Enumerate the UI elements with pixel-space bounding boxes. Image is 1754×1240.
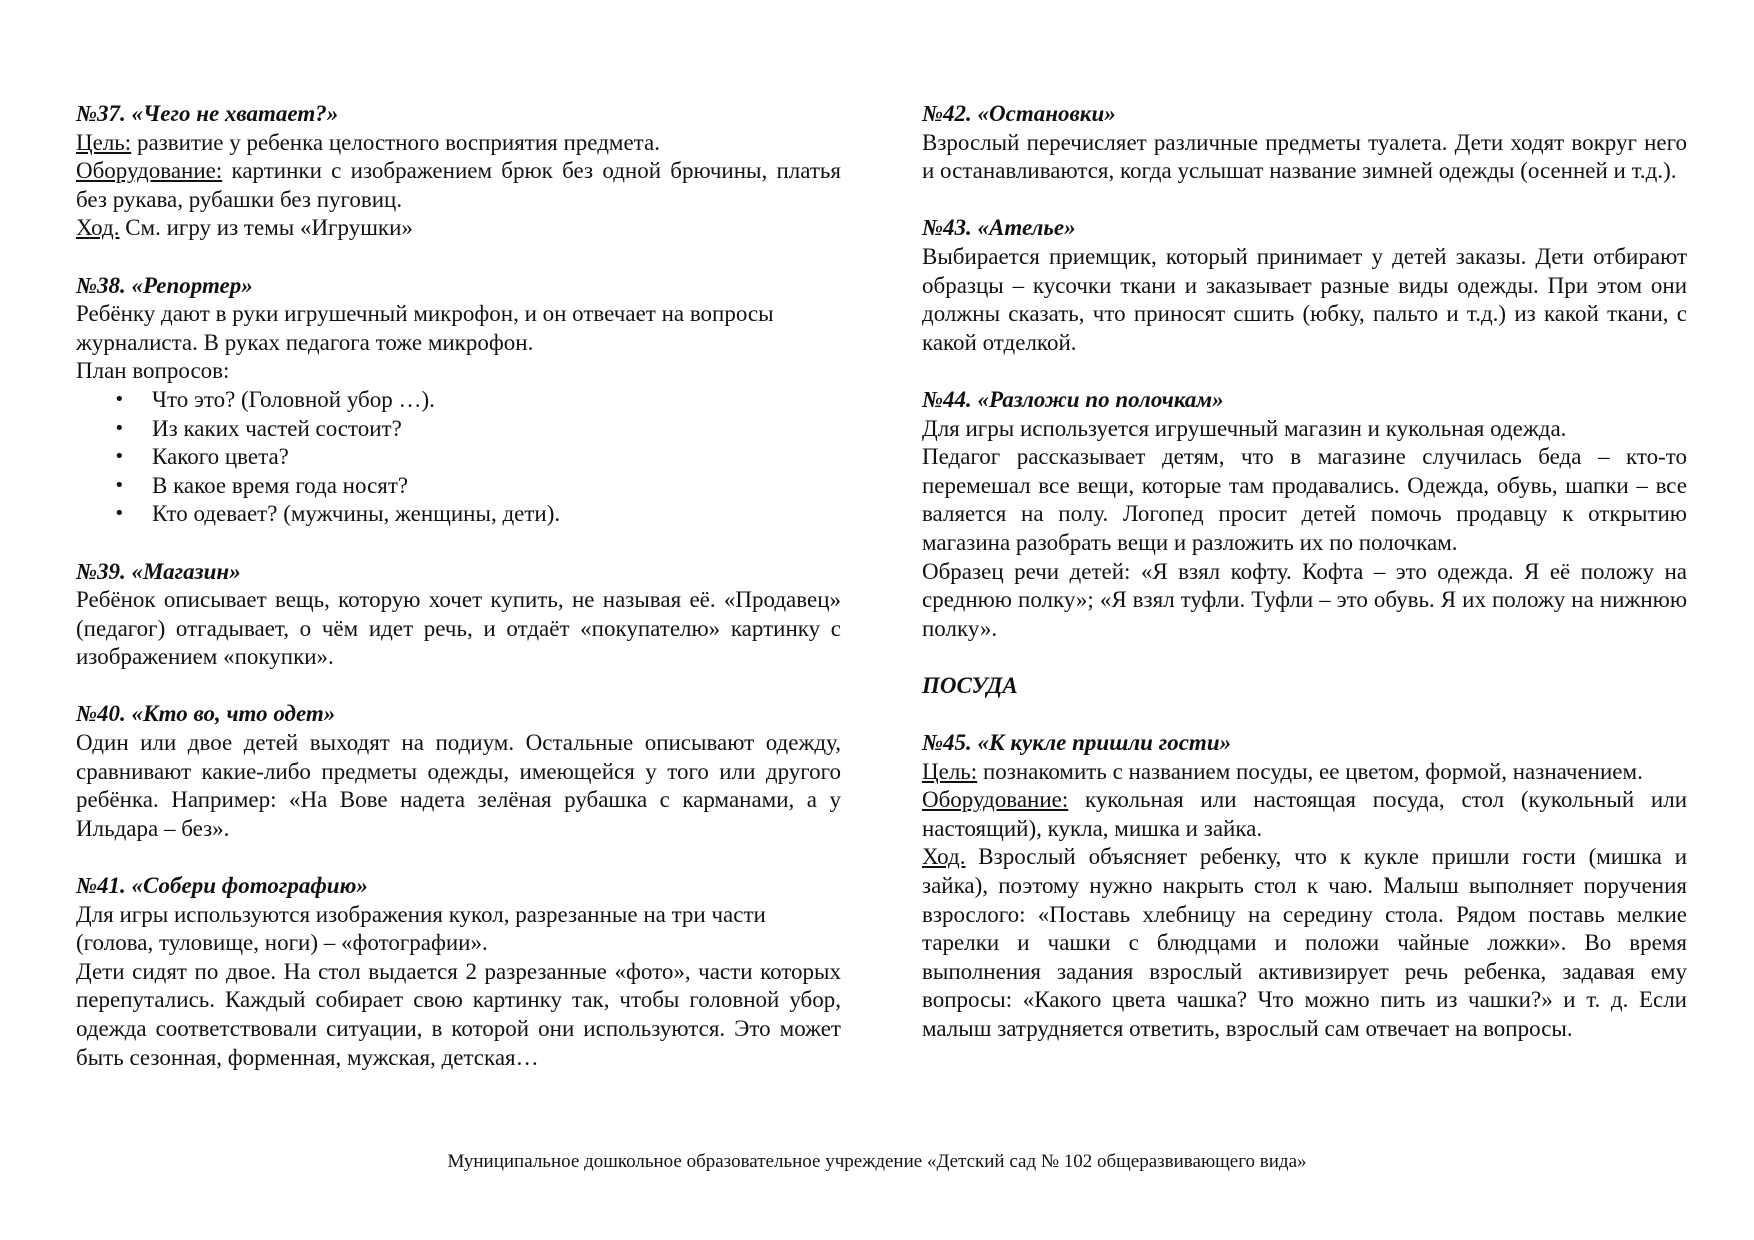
game-45-equipment — [922, 786, 1687, 843]
move-text: Взрослый объясняет ребенку, что к кукле пришли гости (мишка и зайка), поэтому нужно накрыть стол к чаю. Малыш выполняет поручения взрослого: «Поставь хлебницу на середину стола. Рядом поставь мелкие тарелки и чашки с блюдцами и положи чайные ложки». Во время выполнения задания взрослый активизирует речь ребенка, задавая ему вопросы: «Какого цвета чашка? Что можно пить из чашки?» и т. д. Если малыш затрудняется ответить, взрослый сам отвечает на вопросы. — [922, 844, 1687, 1041]
game-41-text-1: Для игры используются изображения кукол, разрезанные на три части (голова, туловище, ноги) – «фотографии». — [76, 901, 766, 956]
question-list — [76, 386, 841, 529]
list-item: • Из каких частей состоит? — [114, 415, 841, 444]
right-column — [922, 100, 1687, 1044]
list-item: • Кто одевает? (мужчины, женщины, дети). — [114, 500, 841, 529]
left-column — [76, 100, 841, 1072]
game-43-text: Выбирается приемщик, который принимает у детей заказы. Дети отбирают образцы – кусочки ткани и заказывает разные виды одежды. При этом они должны сказать, что приносят сшить (юбку, пальто и т.д.) из какой ткани, с какой отделкой. — [922, 243, 1687, 355]
game-44 — [922, 386, 1687, 643]
game-37-title: №37. «Чего не хватает?» — [76, 101, 339, 126]
game-38-text: Ребёнку дают в руки игрушечный микрофон, и он отвечает на вопросы журналиста. В руках педагога тоже микрофон. — [76, 301, 774, 355]
game-39-text: Ребёнок описывает вещь, которую хочет купить, не называя её. «Продавец» (педагог) отгадывает, о чём идет речь, и отдаёт «покупателю» картинку с изображением «покупки». — [76, 587, 841, 670]
game-42 — [922, 100, 1687, 186]
game-44-text-3: Образец речи детей: «Я взял кофту. Кофта – это одежда. Я её положу на среднюю полку»; «Я взял туфли. Туфли – это обувь. Я их положу на нижнюю полку». — [922, 558, 1687, 641]
game-45 — [922, 729, 1687, 1044]
goal-text: развитие у ребенка целостного восприятия предмета. — [131, 129, 660, 155]
equipment-text: кукольная или настоящая посуда, стол (кукольный или настоящий), кукла, мишка и зайка. — [922, 787, 1687, 841]
list-item: • Какого цвета? — [114, 443, 841, 472]
game-44-title: №44. «Разложи по полочкам» — [922, 386, 1224, 412]
game-42-title: №42. «Остановки» — [922, 101, 1116, 126]
game-37-goal — [76, 129, 841, 158]
game-42-text: Взрослый перечисляет различные предметы туалета. Дети ходят вокруг него и останавливаются, когда услышат название зимней одежды (осенней и т.д.). — [922, 129, 1687, 184]
list-item: • Что это? (Головной убор …). — [114, 386, 841, 415]
goal-label: Цель: — [922, 758, 978, 784]
game-39 — [76, 558, 841, 672]
game-37-move — [76, 214, 841, 243]
game-40-title: №40. «Кто во, что одет» — [76, 701, 336, 727]
game-40-text: Один или двое детей выходят на подиум. Остальные описывают одежду, сравнивают какие-либо предметы одежды, имеющейся у того или другого ребёнка. Например: «На Вове надета зелёная рубашка с карманами, а у Ильдара – без». — [76, 730, 841, 841]
move-label: Ход. — [922, 844, 966, 870]
game-41-title: №41. «Собери фотографию» — [76, 873, 368, 899]
game-38-title: №38. «Репортер» — [76, 272, 253, 298]
equipment-label: Оборудование: — [76, 158, 223, 184]
move-text: См. игру из темы «Игрушки» — [119, 215, 413, 241]
game-44-text-1: Для игры используется игрушечный магазин и кукольная одежда. — [922, 415, 1567, 441]
game-38-plan: План вопросов: — [76, 358, 230, 384]
game-37-equipment — [76, 157, 841, 214]
goal-text: познакомить с названием посуды, ее цветом, формой, назначением. — [977, 758, 1643, 784]
game-45-title: №45. «К кукле пришли гости» — [922, 730, 1232, 756]
game-43 — [922, 214, 1687, 357]
move-label: Ход. — [76, 215, 120, 241]
game-41 — [76, 872, 841, 1072]
page-footer: Муниципальное дошкольное образовательное учреждение «Детский сад № 102 общеразвивающего вида» — [447, 1151, 1307, 1172]
game-45-move — [922, 843, 1687, 1043]
list-item: • В какое время года носят? — [114, 472, 841, 501]
game-37 — [76, 100, 841, 243]
goal-label: Цель: — [76, 129, 132, 155]
game-38 — [76, 272, 841, 529]
section-heading: ПОСУДА — [922, 672, 1018, 698]
game-44-text-2: Педагог рассказывает детям, что в магазине случилась беда – кто-то перемешал все вещи, которые там продавались. Одежда, обувь, шапки – все валяется на полу. Логопед просит детей помочь продавцу к открытию магазина разобрать вещи и разложить их по полочкам. — [922, 444, 1687, 555]
game-40 — [76, 700, 841, 843]
game-41-text-2: Дети сидят по двое. На стол выдается 2 разрезанные «фото», части которых перепутались. Каждый собирает свою картинку так, чтобы головной убор, одежда соответствовали ситуации, в которой они используются. Это может быть сезонная, форменная, мужская, детская… — [76, 958, 841, 1070]
game-45-goal — [922, 758, 1687, 787]
equipment-text: картинки с изображением брюк без одной брючины, платья без рукава, рубашки без пуговиц. — [76, 158, 841, 212]
game-39-title: №39. «Магазин» — [76, 558, 241, 584]
game-43-title: №43. «Ателье» — [922, 215, 1076, 241]
equipment-label: Оборудование: — [922, 787, 1069, 813]
